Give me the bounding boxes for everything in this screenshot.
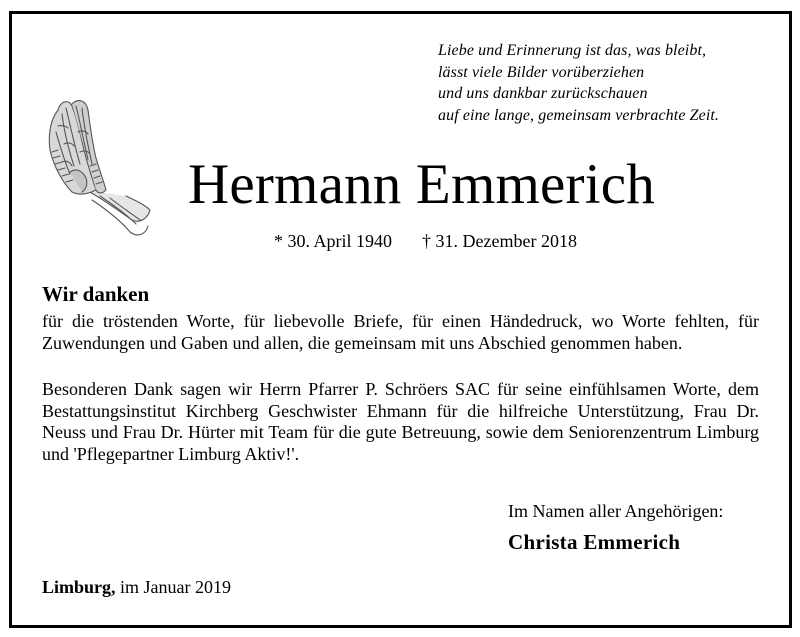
place-city: Limburg, [42, 577, 116, 597]
thanks-paragraph: für die tröstenden Worte, für liebevolle Briefe, für einen Händedruck, wo Worte fehlten, für Zuwendungen und Gaben und allen, die gemeinsam mit uns Abschied genommen haben. [42, 311, 759, 353]
birth-date: * 30. April 1940 [274, 231, 393, 251]
place-date [42, 577, 231, 598]
quote-line: lässt viele Bilder vorüberziehen [438, 63, 645, 81]
signature-intro: Im Namen aller Angehörigen: [508, 501, 724, 521]
quote-line: und uns dankbar zurückschauen [438, 85, 648, 102]
special-thanks-paragraph: Besonderen Dank sagen wir Herrn Pfarrer P. Schröers SAC für seine einfühlsamen Worte, dem Bestattungsinstitut Kirchberg Geschwister Ehmann für die hilfreiche Unterstützung, Frau Dr. Neuss und Frau Dr. Hürter mit Team für die gute Betreuung, sowie dem Seniorenzentrum Limburg und 'Pflegepartner Limburg Aktiv!'. [42, 379, 759, 464]
deceased-name: Hermann Emmerich [188, 153, 655, 216]
thanks-heading: Wir danken [42, 282, 150, 306]
quote-line: auf eine lange, gemeinsam verbrachte Zeit. [438, 106, 720, 124]
praying-hands-icon [40, 92, 155, 242]
memorial-quote [438, 40, 719, 126]
death-date: † 31. Dezember 2018 [422, 231, 577, 251]
signature-name: Christa Emmerich [508, 530, 681, 554]
quote-line: Liebe und Erinnerung ist das, was bleibt, [438, 42, 707, 59]
life-dates [274, 231, 577, 252]
place-date-text: im Januar 2019 [120, 577, 231, 597]
